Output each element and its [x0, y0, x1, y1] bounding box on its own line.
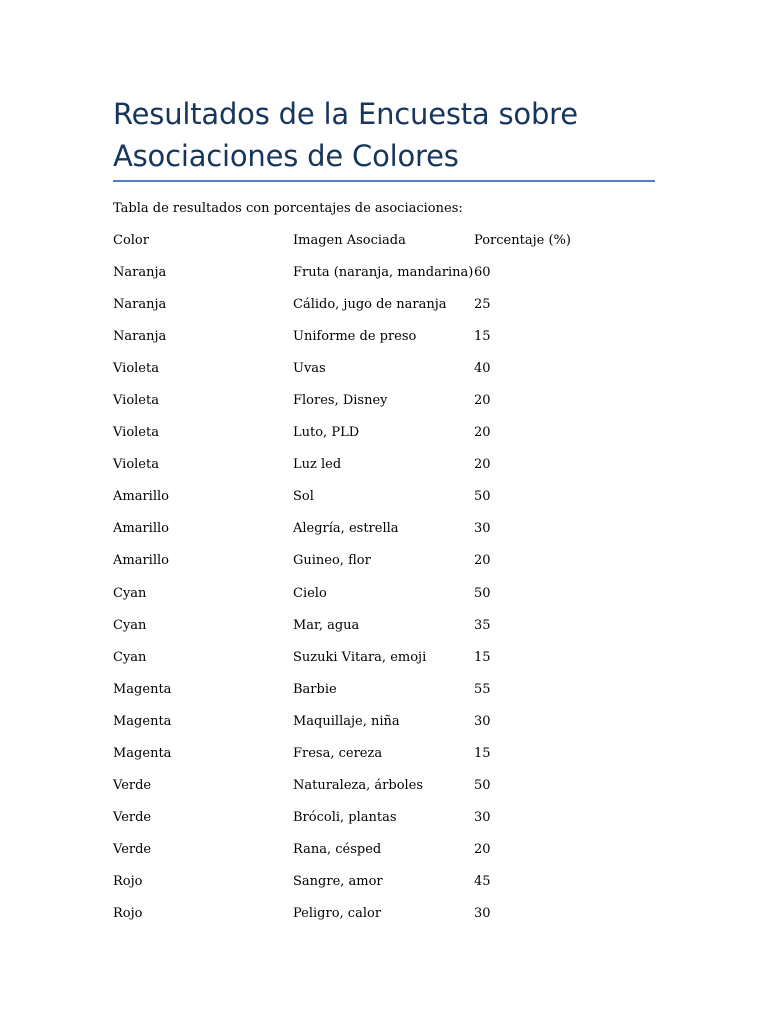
- table-row: [113, 321, 633, 353]
- cell-associated-image: Brócoli, plantas: [293, 809, 397, 825]
- cell-percentage: 20: [474, 841, 491, 857]
- header-associated-image: Imagen Asociada: [293, 233, 406, 248]
- cell-color: Amarillo: [113, 521, 169, 537]
- table-row: [113, 642, 633, 674]
- cell-percentage: 30: [474, 809, 491, 825]
- cell-percentage: 55: [474, 681, 491, 697]
- cell-associated-image: Luz led: [293, 457, 342, 473]
- cell-associated-image: Uniforme de preso: [293, 329, 417, 345]
- table-header-row: [113, 225, 633, 257]
- results-table: [113, 225, 633, 930]
- cell-associated-image: Sol: [293, 489, 314, 505]
- cell-color: Violeta: [113, 361, 159, 377]
- cell-associated-image: Alegría, estrella: [293, 521, 399, 537]
- cell-associated-image: Fresa, cereza: [293, 745, 383, 761]
- cell-color: Violeta: [113, 457, 159, 473]
- table-row: [113, 449, 633, 481]
- cell-associated-image: Suzuki Vitara, emoji: [293, 649, 427, 665]
- cell-color: Magenta: [113, 681, 172, 697]
- table-row: [113, 866, 633, 898]
- cell-percentage: 20: [474, 425, 491, 441]
- cell-color: Naranja: [113, 265, 167, 281]
- table-row: [113, 898, 633, 930]
- cell-percentage: 20: [474, 393, 491, 409]
- cell-color: Amarillo: [113, 489, 169, 505]
- cell-associated-image: Peligro, calor: [293, 905, 382, 921]
- table-row: [113, 481, 633, 513]
- cell-percentage: 50: [474, 585, 491, 601]
- table-row: [113, 802, 633, 834]
- cell-color: Cyan: [113, 617, 147, 633]
- cell-associated-image: Cálido, jugo de naranja: [293, 297, 447, 313]
- cell-associated-image: Maquillaje, niña: [293, 713, 400, 729]
- table-row: [113, 834, 633, 866]
- table-row: [113, 610, 633, 642]
- table-row: [113, 385, 633, 417]
- cell-percentage: 20: [474, 457, 491, 473]
- cell-associated-image: Mar, agua: [293, 617, 360, 633]
- table-row: [113, 706, 633, 738]
- table-row: [113, 738, 633, 770]
- cell-color: Naranja: [113, 297, 167, 313]
- cell-associated-image: Uvas: [293, 361, 326, 377]
- header-percentage: Porcentaje (%): [474, 233, 571, 248]
- document-title: Resultados de la Encuesta sobre Asociaciones de Colores: [113, 97, 578, 173]
- cell-percentage: 15: [474, 329, 491, 345]
- cell-associated-image: Guineo, flor: [293, 553, 371, 569]
- cell-percentage: 15: [474, 649, 491, 665]
- cell-percentage: 15: [474, 745, 491, 761]
- table-caption: Tabla de resultados con porcentajes de asociaciones:: [113, 201, 463, 216]
- table-row: [113, 770, 633, 802]
- cell-percentage: 60: [474, 265, 491, 281]
- table-row: [113, 578, 633, 610]
- cell-color: Magenta: [113, 713, 172, 729]
- cell-color: Verde: [113, 841, 152, 857]
- cell-color: Rojo: [113, 873, 143, 889]
- table-row: [113, 353, 633, 385]
- cell-associated-image: Luto, PLD: [293, 425, 360, 441]
- cell-color: Cyan: [113, 649, 147, 665]
- cell-color: Naranja: [113, 329, 167, 345]
- cell-percentage: 30: [474, 521, 491, 537]
- cell-percentage: 50: [474, 777, 491, 793]
- cell-color: Violeta: [113, 393, 159, 409]
- cell-color: Violeta: [113, 425, 159, 441]
- cell-associated-image: Barbie: [293, 681, 337, 697]
- title-underline: [113, 180, 655, 182]
- cell-color: Magenta: [113, 745, 172, 761]
- cell-color: Rojo: [113, 905, 143, 921]
- cell-percentage: 50: [474, 489, 491, 505]
- cell-color: Verde: [113, 809, 152, 825]
- cell-percentage: 45: [474, 873, 491, 889]
- table-row: [113, 513, 633, 545]
- table-row: [113, 417, 633, 449]
- cell-associated-image: Rana, césped: [293, 841, 382, 857]
- table-row: [113, 289, 633, 321]
- cell-percentage: 20: [474, 553, 491, 569]
- cell-percentage: 30: [474, 713, 491, 729]
- cell-percentage: 35: [474, 617, 491, 633]
- header-color: Color: [113, 233, 149, 248]
- cell-associated-image: Sangre, amor: [293, 873, 383, 889]
- cell-percentage: 30: [474, 905, 491, 921]
- cell-percentage: 40: [474, 361, 491, 377]
- cell-percentage: 25: [474, 297, 491, 313]
- cell-associated-image: Naturaleza, árboles: [293, 777, 424, 793]
- cell-color: Amarillo: [113, 553, 169, 569]
- table-row: [113, 545, 633, 577]
- cell-color: Cyan: [113, 585, 147, 601]
- cell-associated-image: Cielo: [293, 585, 327, 601]
- table-row: [113, 257, 633, 289]
- table-row: [113, 674, 633, 706]
- cell-associated-image: Flores, Disney: [293, 393, 388, 409]
- cell-associated-image: Fruta (naranja, mandarina): [293, 265, 474, 281]
- cell-color: Verde: [113, 777, 152, 793]
